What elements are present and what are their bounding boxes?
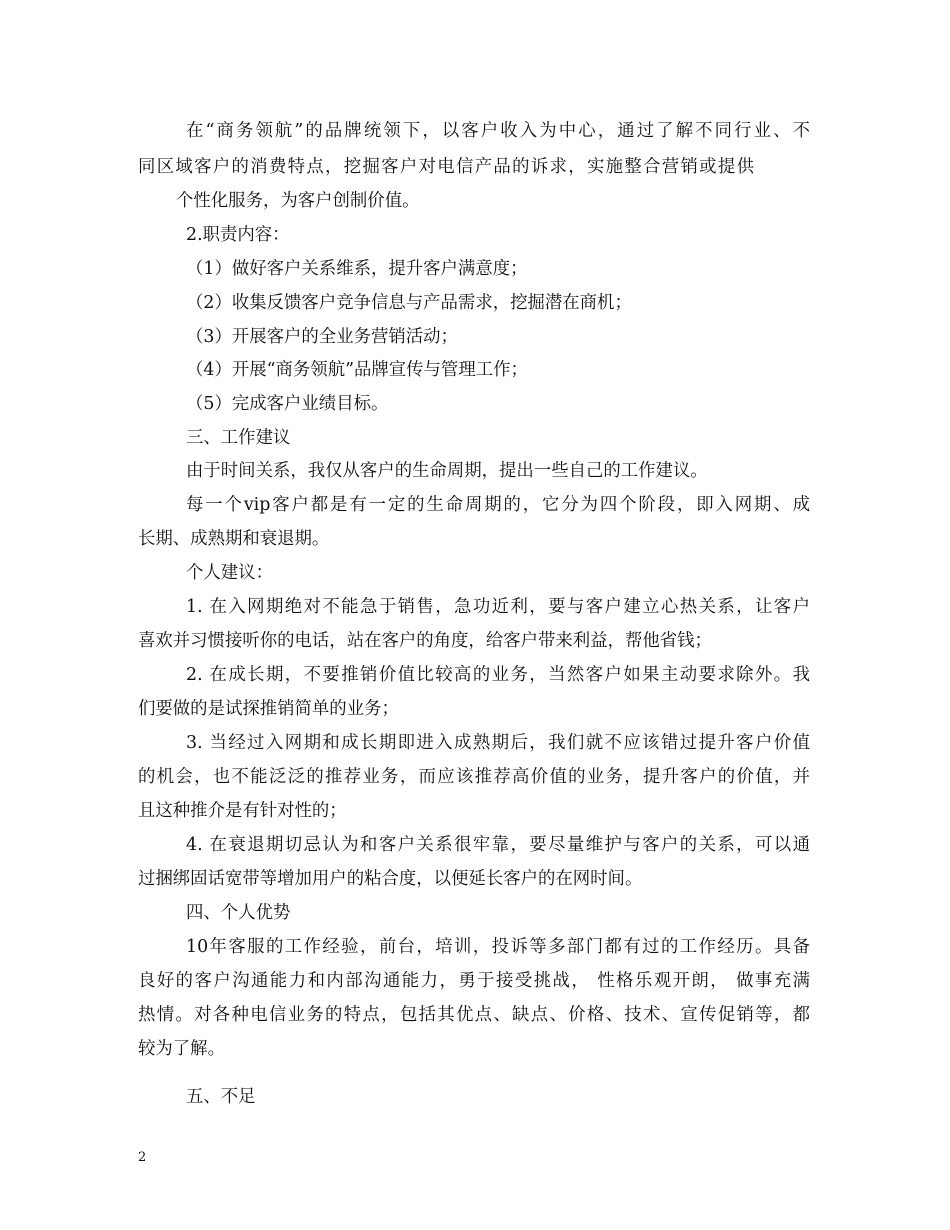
text-line: 个人建议： [186,563,273,583]
text-line: 过捆绑固话宽带等增加用户的粘合度，以便延长客户的在网时间。 [138,869,643,889]
text-line: 较为了解。 [138,1039,225,1059]
section-heading: 四、个人优势 [186,903,291,923]
list-item: （2）收集反馈客户竞争信息与产品需求，挖掘潜在商机； [186,293,632,313]
text-line: 10年客服的工作经验，前台，培训，投诉等多部门都有过的工作经历。具备 [186,937,810,957]
section-heading: 五、不足 [186,1087,256,1107]
text-line: 的机会，也不能泛泛的推荐业务，而应该推荐高价值的业务，提升客户的价值，并 [138,767,810,787]
text-line: 个性化服务，为客户创制价值。 [176,191,420,211]
list-item: （3）开展客户的全业务营销活动； [186,327,458,347]
text-line: 每一个vip客户都是有一定的生命周期的，它分为四个阶段，即入网期、成 [186,495,810,515]
text-line: 在“商务领航”的品牌统领下，以客户收入为中心，通过了解不同行业、不 [186,121,810,141]
text-line: 由于时间关系，我仅从客户的生命周期，提出一些自己的工作建议。 [186,461,708,481]
list-item: （1）做好客户关系维系，提升客户满意度； [186,259,528,279]
text-line: 同区域客户的消费特点，挖掘客户对电信产品的诉求，实施整合营销或提供 [138,157,754,177]
text-line: 喜欢并习惯接听你的电话，站在客户的角度，给客户带来利益，帮他省钱； [138,631,712,651]
text-line: 1. 在入网期绝对不能急于销售，急功近利，要与客户建立心热关系，让客户 [186,597,810,617]
text-line: 且这种推介是有针对性的； [138,801,347,821]
section-heading: 2.职责内容： [186,225,290,245]
page-number: 2 [138,1150,147,1165]
text-line: 4. 在衰退期切忌认为和客户关系很牢靠，要尽量维护与客户的关系，可以通 [186,835,810,855]
text-line: 热情。对各种电信业务的特点，包括其优点、缺点、价格、技术、宣传促销等，都 [138,1005,810,1025]
section-heading: 三、工作建议 [186,428,291,448]
text-line: 们要做的是试探推销简单的业务； [138,699,399,719]
list-item: （5）完成客户业绩目标。 [186,394,389,414]
text-line: 长期、成熟期和衰退期。 [138,529,330,549]
text-line: 3. 当经过入网期和成长期即进入成熟期后，我们就不应该错过提升客户价值 [186,733,810,753]
list-item: （4）开展“商务领航”品牌宣传与管理工作； [186,360,528,380]
text-line: 良好的客户沟通能力和内部沟通能力，勇于接受挑战， 性格乐观开朗， 做事充满 [138,971,810,991]
text-line: 2. 在成长期，不要推销价值比较高的业务，当然客户如果主动要求除外。我 [186,665,810,685]
